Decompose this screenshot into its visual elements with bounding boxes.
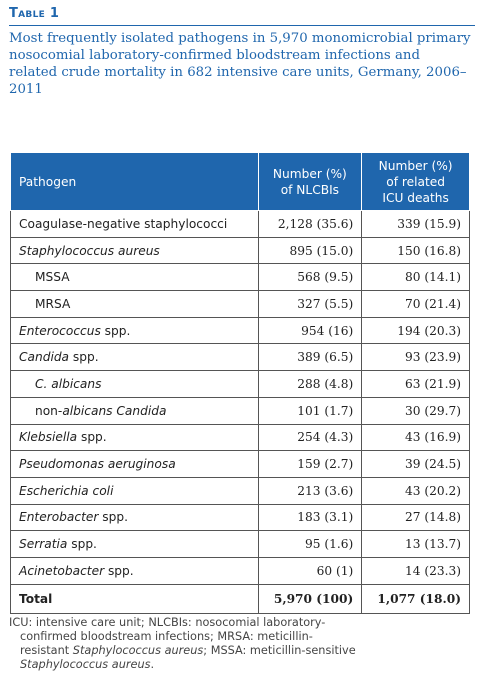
pathogen-name-suffix: spp. <box>67 537 97 552</box>
row-deaths: 339 (15.9) <box>362 211 470 238</box>
footnote-text-italic: Staphylococcus aureus <box>72 644 204 657</box>
pathogen-name-italic: Candida <box>19 350 70 365</box>
row-deaths: 150 (16.8) <box>362 237 470 264</box>
footnote-text: ICU: intensive care unit; NLCBIs: nosocomial laboratory- <box>9 616 326 629</box>
row-nlcbi: 327 (5.5) <box>258 291 362 318</box>
table-row <box>11 371 470 398</box>
row-deaths: 194 (20.3) <box>362 317 470 344</box>
row-deaths: 70 (21.4) <box>362 291 470 318</box>
table-total-row <box>11 584 470 613</box>
pathogen-name-italic: Serratia <box>19 537 68 552</box>
table-row <box>11 424 470 451</box>
table-row <box>11 557 470 584</box>
table-row <box>11 477 470 504</box>
header-nlcbi <box>258 153 362 211</box>
footnote-text: . <box>150 658 155 671</box>
table-row <box>11 211 470 238</box>
table-row <box>11 397 470 424</box>
table-label-rule <box>9 25 475 26</box>
row-pathogen <box>11 557 259 584</box>
pathogen-name-italic: Enterococcus <box>19 323 101 338</box>
pathogen-name-suffix: spp. <box>98 510 128 525</box>
row-deaths: 93 (23.9) <box>362 344 470 371</box>
header-nlcbi-line2: of NLCBIs <box>280 182 340 197</box>
table-row <box>11 264 470 291</box>
pathogen-name-suffix: spp. <box>69 350 99 365</box>
table-caption: Most frequently isolated pathogens in 5,970 monomicrobial primary nosocomial laboratory-confirmed bloodstream infections and related crude mortality in 682 intensive care units, Germany, 2006–2011 <box>9 31 471 97</box>
pathogen-name-italic: Staphylococcus aureus <box>19 243 160 258</box>
row-nlcbi: 95 (1.6) <box>258 531 362 558</box>
pathogen-name-italic: Enterobacter <box>19 510 99 525</box>
total-label: Total <box>11 584 259 613</box>
row-pathogen <box>11 371 259 398</box>
header-deaths-line1: Number (%) <box>378 158 453 173</box>
footnote-line <box>9 616 471 630</box>
header-deaths-line3: ICU deaths <box>382 190 449 205</box>
footnote-text: ; MSSA: meticillin-sensitive <box>203 644 356 657</box>
pathogen-name-italic: Pseudomonas aeruginosa <box>19 457 176 472</box>
footnote-text: resistant <box>20 644 73 657</box>
row-nlcbi: 183 (3.1) <box>258 504 362 531</box>
row-nlcbi: 60 (1) <box>258 557 362 584</box>
row-pathogen <box>11 397 259 424</box>
row-deaths: 43 (16.9) <box>362 424 470 451</box>
row-deaths: 14 (23.3) <box>362 557 470 584</box>
pathogen-name: MSSA <box>35 270 70 285</box>
pathogen-name-suffix: spp. <box>104 563 134 578</box>
row-deaths: 30 (29.7) <box>362 397 470 424</box>
header-deaths-line2: of related <box>386 174 445 189</box>
pathogen-name: Coagulase-negative staphylococci <box>19 216 228 231</box>
pathogen-name-suffix: spp. <box>100 323 131 338</box>
pathogen-name-italic: Klebsiella <box>19 430 78 445</box>
row-pathogen <box>11 211 259 238</box>
table-header-row <box>11 153 470 211</box>
table-row <box>11 451 470 478</box>
footnote-text: confirmed bloodstream infections; MRSA: meticillin- <box>20 630 313 643</box>
row-nlcbi: 159 (2.7) <box>258 451 362 478</box>
row-deaths: 27 (14.8) <box>362 504 470 531</box>
row-pathogen <box>11 477 259 504</box>
row-nlcbi: 2,128 (35.6) <box>258 211 362 238</box>
pathogen-name: non- <box>35 403 63 418</box>
row-deaths: 39 (24.5) <box>362 451 470 478</box>
footnote-line <box>9 644 471 658</box>
row-deaths: 63 (21.9) <box>362 371 470 398</box>
pathogen-name: MRSA <box>35 296 71 311</box>
header-nlcbi-line1: Number (%) <box>272 166 347 181</box>
table-row <box>11 531 470 558</box>
row-pathogen <box>11 504 259 531</box>
row-pathogen <box>11 344 259 371</box>
pathogen-name-italic: Escherichia coli <box>19 483 114 498</box>
table-row <box>11 504 470 531</box>
pathogen-table <box>10 152 470 614</box>
row-nlcbi: 954 (16) <box>258 317 362 344</box>
table-footnote <box>9 616 471 672</box>
table-row <box>11 317 470 344</box>
row-nlcbi: 254 (4.3) <box>258 424 362 451</box>
row-nlcbi: 389 (6.5) <box>258 344 362 371</box>
row-nlcbi: 288 (4.8) <box>258 371 362 398</box>
row-nlcbi: 213 (3.6) <box>258 477 362 504</box>
pathogen-name-suffix: spp. <box>77 430 107 445</box>
row-pathogen <box>11 451 259 478</box>
row-nlcbi: 568 (9.5) <box>258 264 362 291</box>
table-row <box>11 237 470 264</box>
row-deaths: 80 (14.1) <box>362 264 470 291</box>
total-nlcbi: 5,970 (100) <box>258 584 362 613</box>
table-row <box>11 344 470 371</box>
row-deaths: 13 (13.7) <box>362 531 470 558</box>
pathogen-name-italic: albicans Candida <box>62 403 167 418</box>
footnote-line <box>9 630 471 644</box>
row-nlcbi: 101 (1.7) <box>258 397 362 424</box>
row-deaths: 43 (20.2) <box>362 477 470 504</box>
total-deaths: 1,077 (18.0) <box>362 584 470 613</box>
footnote-line <box>9 658 471 672</box>
row-pathogen <box>11 317 259 344</box>
row-pathogen <box>11 424 259 451</box>
footnote-text-italic: Staphylococcus aureus <box>20 658 151 671</box>
row-nlcbi: 895 (15.0) <box>258 237 362 264</box>
row-pathogen <box>11 531 259 558</box>
table-row <box>11 291 470 318</box>
pathogen-name-italic: C. albicans <box>35 376 102 391</box>
header-deaths <box>362 153 470 211</box>
header-pathogen: Pathogen <box>11 153 259 211</box>
table-label: Table 1 <box>9 6 60 21</box>
row-pathogen <box>11 291 259 318</box>
row-pathogen <box>11 237 259 264</box>
row-pathogen <box>11 264 259 291</box>
pathogen-name-italic: Acinetobacter <box>19 563 105 578</box>
